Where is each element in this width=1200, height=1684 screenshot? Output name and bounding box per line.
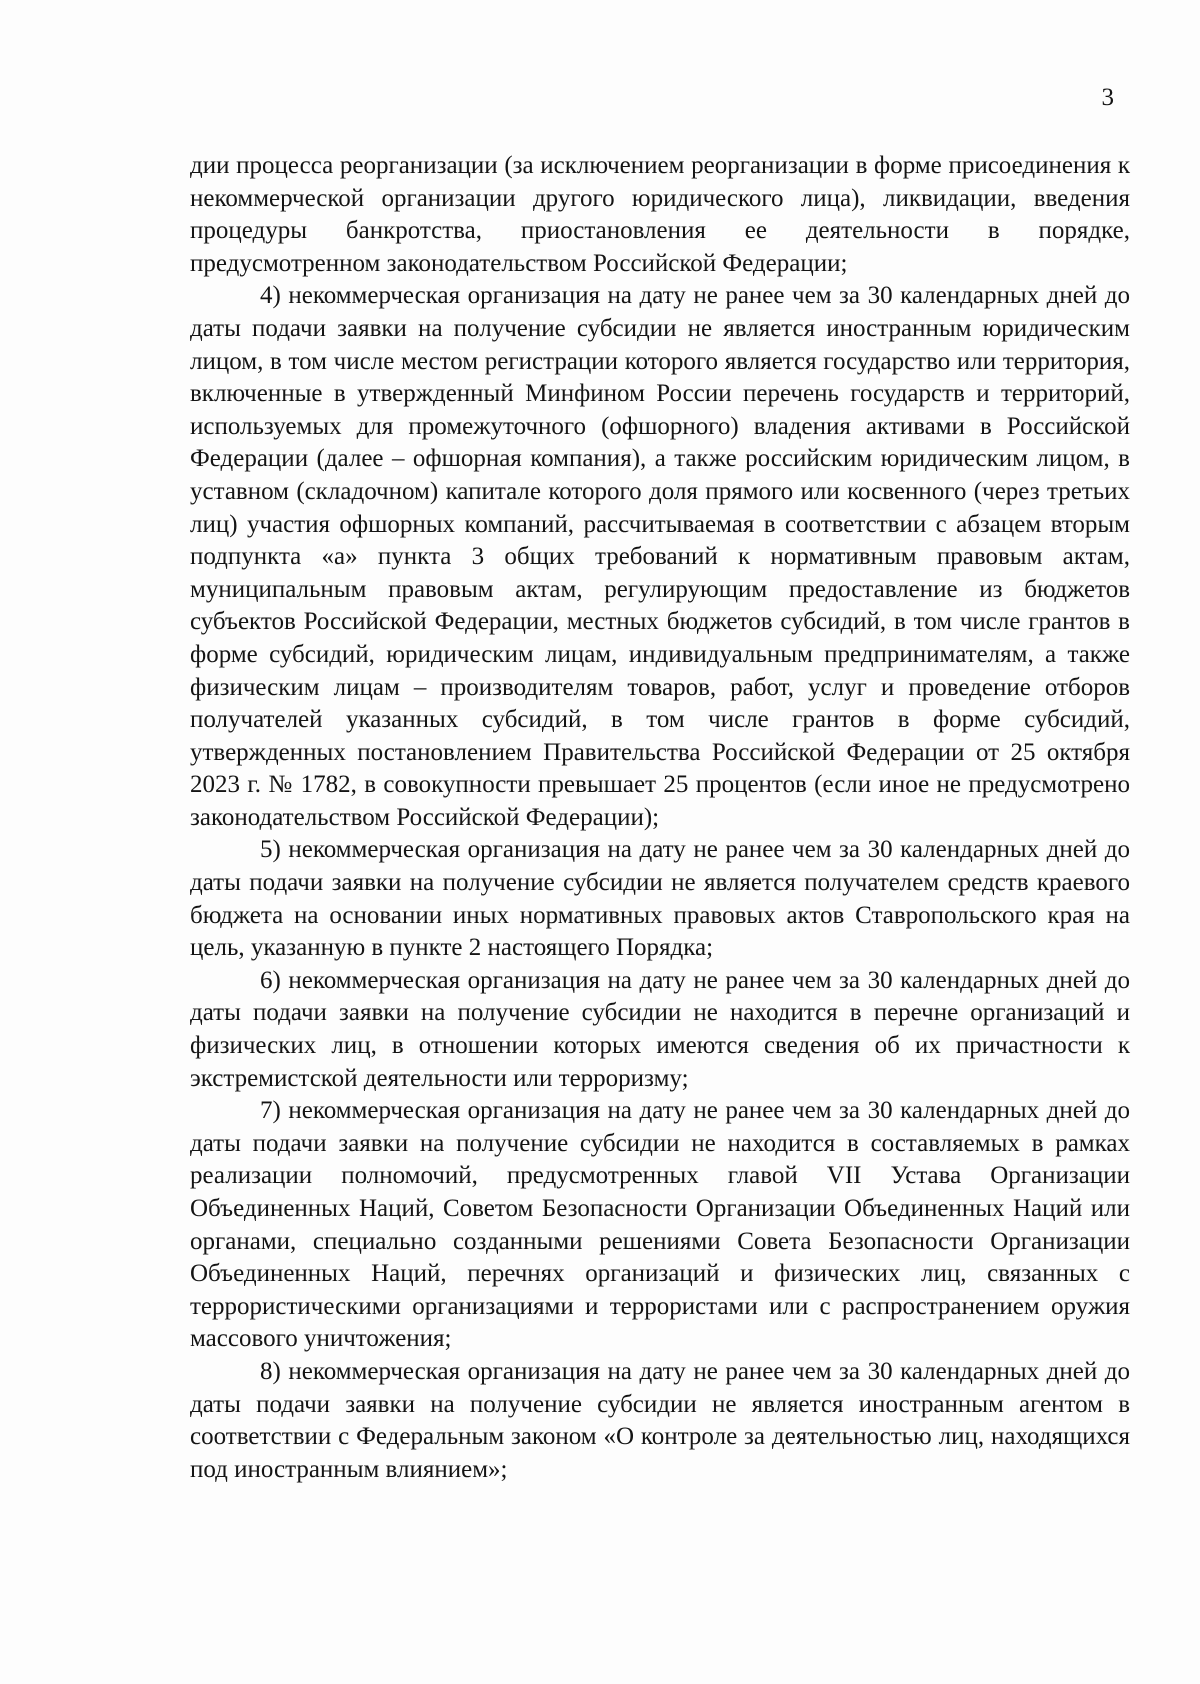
paragraph-item-8: 8) некоммерческая организация на дату не ранее чем за 30 календарных дней до даты подачи заявки на получение субсидии не является иностранным агентом в соответствии с Федеральным законом «О контроле за деятельностью лиц, находящихся под иностранным влиянием»;	[190, 1357, 1130, 1483]
paragraph-continuation: дии процесса реорганизации (за исключением реорганизации в форме присоединения к некоммерческой организации другого юридического лица), ликвидации, введения процедуры банкротства, приостановления ее деятельности в порядке, предусмотренном законодательством Российской Федерации;	[190, 152, 1130, 277]
paragraph-item-6: 6) некоммерческая организация на дату не ранее чем за 30 календарных дней до даты подачи заявки на получение субсидии не находится в перечне организаций и физических лиц, в отношении которых имеются сведения об их причастности к экстремистской деятельности или терроризму;	[190, 966, 1130, 1092]
page-number: 3	[1101, 84, 1114, 111]
paragraph-item-4: 4) некоммерческая организация на дату не ранее чем за 30 календарных дней до даты подачи заявки на получение субсидии не является иностранным юридическим лицом, в том числе местом регистрации которого является государство или территория, включенные в утвержденный Минфином России перечень государств и территорий, используемых для промежуточного (офшорного) владения активами в Российской Федерации (далее – офшорная компания), а также российским юридическим лицом, в уставном (складочном) капитале которого доля прямого или косвенного (через третьих лиц) участия офшорных компаний, рассчитываемая в соответствии с абзацем вторым подпункта «а» пункта 3 общих требований к нормативным правовым актам, муниципальным правовым актам, регулирующим предоставление из бюджетов субъектов Российской Федерации, местных бюджетов субсидий, в том числе грантов в форме субсидий, юридическим лицам, индивидуальным предпринимателям, а также физическим лицам – производителям товаров, работ, услуг и проведение отборов получателей указанных субсидий, в том числе грантов в форме субсидий, утвержденных постановлением Правительства Российской Федерации от 25 октября 2023 г. № 1782, в совокупности превышает 25 процентов (если иное не предусмотрено законодательством Российской Федерации);	[190, 282, 1130, 831]
paragraph-item-5: 5) некоммерческая организация на дату не ранее чем за 30 календарных дней до даты подачи заявки на получение субсидии не является получателем средств краевого бюджета на основании иных нормативных правовых актов Ставропольского края на цель, указанную в пункте 2 настоящего Порядка;	[190, 836, 1130, 962]
document-body	[190, 150, 1130, 1486]
paragraph-item-7: 7) некоммерческая организация на дату не ранее чем за 30 календарных дней до даты подачи заявки на получение субсидии не находится в составляемых в рамках реализации полномочий, предусмотренных главой VII Устава Организации Объединенных Наций, Советом Безопасности Организации Объединенных Наций или органами, специально созданными решениями Совета Безопасности Организации Объединенных Наций, перечнях организаций и физических лиц, связанных с террористическими организациями и террористами или с распространением оружия массового уничтожения;	[190, 1097, 1130, 1353]
